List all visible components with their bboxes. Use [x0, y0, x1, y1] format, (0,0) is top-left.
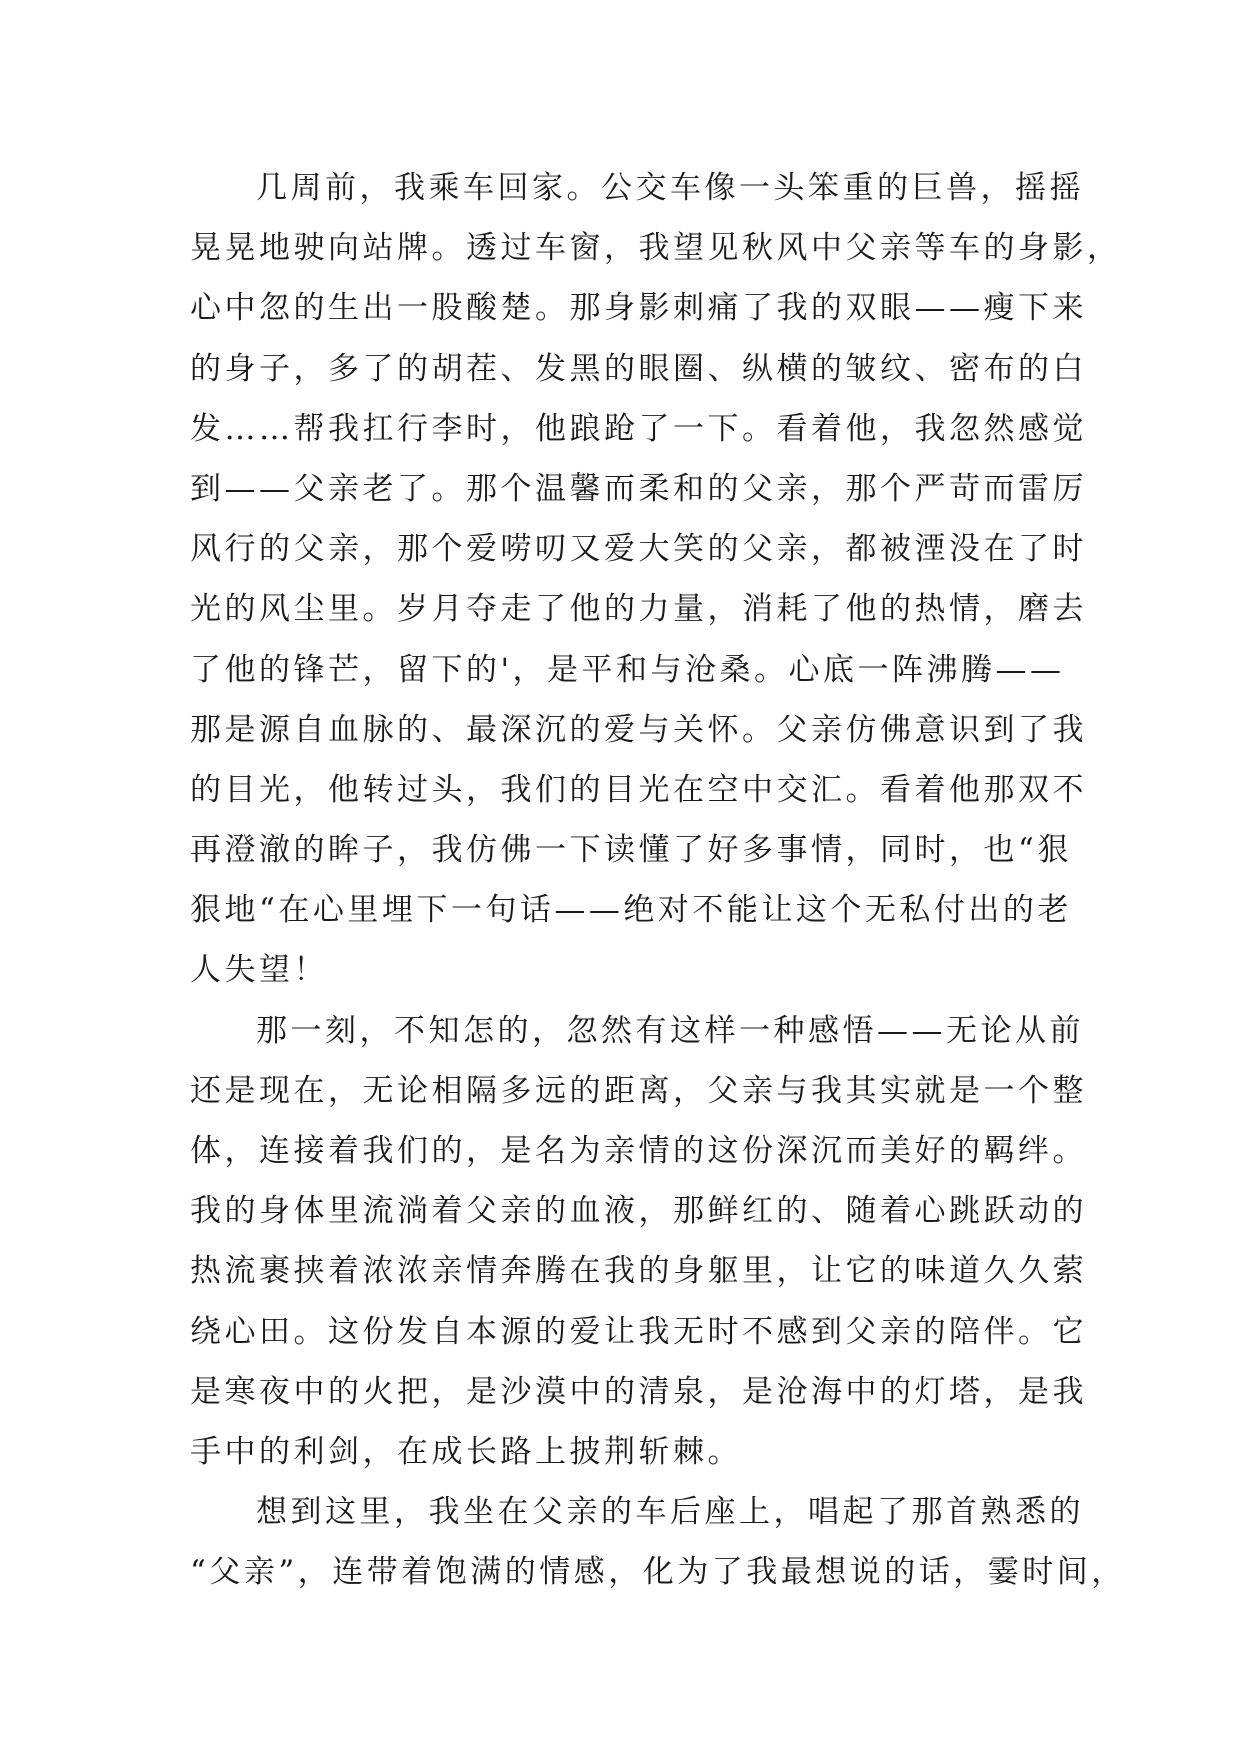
paragraph-1-line: 发……帮我扛行李时，他踉跄了一下。看着他，我忽然感觉	[190, 410, 1087, 447]
paragraph-2-line: 热流裹挟着浓浓亲情奔腾在我的身躯里，让它的味道久久萦	[190, 1253, 1087, 1290]
paragraph-2-line: 是寒夜中的火把，是沙漠中的清泉，是沧海中的灯塔，是我	[190, 1373, 1087, 1410]
paragraph-1-line: 到——父亲老了。那个温馨而柔和的父亲，那个严苛而雷厉	[190, 470, 1087, 507]
paragraph-2-line: 我的身体里流淌着父亲的血液，那鲜红的、随着心跳跃动的	[190, 1193, 1087, 1230]
paragraph-1-line: 几周前，我乘车回家。公交车像一头笨重的巨兽，摇摇	[256, 170, 1084, 206]
paragraph-1-line: 了他的锋芒，留下的'，是平和与沧桑。心底一阵沸腾——	[190, 651, 1065, 688]
paragraph-2-line: 那一刻，不知怎的，忽然有这样一种感悟——无论从前	[256, 1012, 1084, 1049]
paragraph-1-line: 光的风尘里。岁月夺走了他的力量，消耗了他的热情，磨去	[190, 591, 1087, 628]
paragraph-1-line: 晃晃地驶向站牌。透过车窗，我望见秋风中父亲等车的身影，	[190, 230, 1122, 267]
paragraph-3-line: 想到这里，我坐在父亲的车后座上，唱起了那首熟悉的	[256, 1494, 1084, 1531]
paragraph-2-line: 体，连接着我们的，是名为亲情的这份深沉而美好的羁绊。	[190, 1133, 1087, 1169]
paragraph-1-line: 的目光，他转过头，我们的目光在空中交汇。看着他那双不	[190, 771, 1087, 808]
paragraph-1-line: 狠地“在心里埋下一句话——绝对不能让这个无私付出的老	[190, 892, 1072, 929]
paragraph-1-line: 那是源自血脉的、最深沉的爱与关怀。父亲仿佛意识到了我	[190, 711, 1087, 748]
paragraph-1-line: 心中忽的生出一股酸楚。那身影刺痛了我的双眼——瘦下来	[190, 290, 1087, 327]
paragraph-1-line: 风行的父亲，那个爱唠叨又爱大笑的父亲，都被湮没在了时	[190, 531, 1087, 568]
paragraph-1-line: 的身子，多了的胡茬、发黑的眼圈、纵横的皱纹、密布的白	[190, 350, 1087, 387]
paragraph-1-line: 人失望！	[190, 952, 328, 989]
paragraph-2-line: 还是现在，无论相隔多远的距离，父亲与我其实就是一个整	[190, 1072, 1087, 1109]
paragraph-2-line: 绕心田。这份发自本源的爱让我无时不感到父亲的陪伴。它	[190, 1313, 1087, 1350]
paragraph-1-line: 再澄澈的眸子，我仿佛一下读懂了好多事情，同时，也“狠	[190, 832, 1072, 869]
paragraph-2-line: 手中的利剑，在成长路上披荆斩棘。	[190, 1433, 742, 1470]
essay-body	[190, 158, 1126, 1603]
paragraph-3-line: “父亲”，连带着饱满的情感，化为了我最想说的话，霎时间，	[190, 1554, 1126, 1591]
